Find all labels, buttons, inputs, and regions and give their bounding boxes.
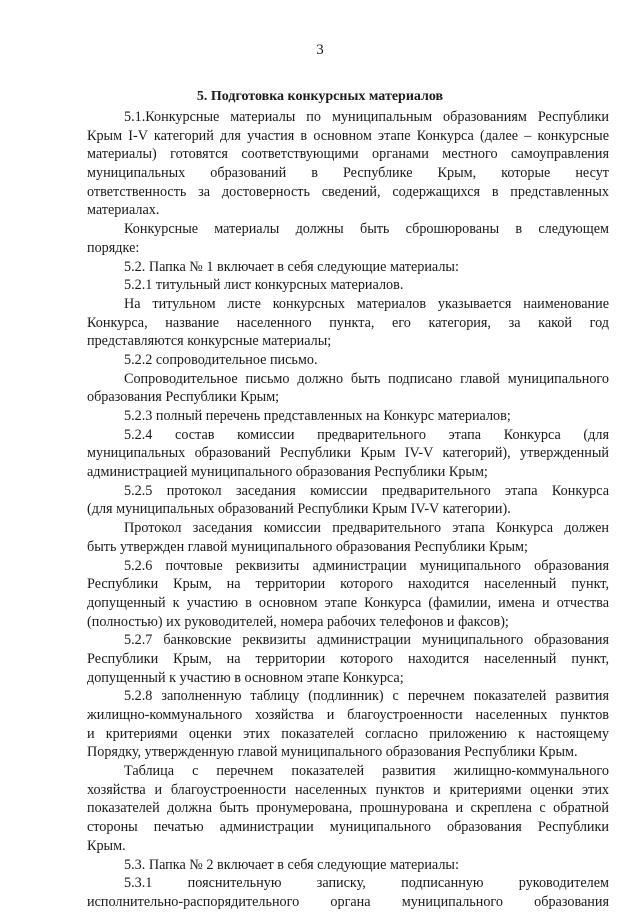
text-line: 5.2.6 почтовые реквизиты администрации муниципального образования: [124, 557, 609, 574]
text-line: быть утвержден главой муниципального образования Республики Крым;: [87, 538, 528, 555]
text-line: жилищно-коммунального хозяйства и благоустроенности населенных пунктов: [87, 707, 609, 723]
text-line: Таблица с перечнем показателей развития жилищно-коммунального: [124, 763, 609, 780]
text-line: 5.1.Конкурсные материалы по муниципальным образованиям Республики: [124, 109, 609, 125]
text-line: хозяйства и благоустроенности населенных пунктов и критериями оценки этих: [87, 781, 609, 798]
text-line: допущенный к участию в основном этапе Конкурса (фамилии, имена и отчества: [87, 594, 609, 611]
text-line: допущенный к участию в основном этапе Конкурса;: [87, 669, 404, 686]
document-body: [87, 108, 609, 912]
text-line: 5.2.5 протокол заседания комиссии предварительного этапа Конкурса: [124, 482, 609, 499]
text-line: исполнительно-распорядительного органа муниципального образования: [87, 893, 609, 910]
text-line: материалы) готовятся соответствующими органами местного самоуправления: [87, 146, 609, 163]
text-line: На титульном листе конкурсных материалов указывается наименование: [124, 295, 609, 312]
text-line: 5.2.7 банковские реквизиты администрации муниципального образования: [124, 632, 609, 649]
text-line: 5.2.4 состав комиссии предварительного этапа Конкурса (для: [124, 426, 609, 443]
text-line: 5.2.1 титульный лист конкурсных материалов.: [124, 277, 404, 294]
text-line: представляются конкурсные материалы;: [87, 333, 332, 350]
text-line: 5.3. Папка № 2 включает в себя следующие материалы:: [124, 856, 459, 873]
text-line: порядке:: [87, 239, 140, 256]
text-line: 5.2.2 сопроводительное письмо.: [124, 351, 318, 368]
text-line: 5.2. Папка № 1 включает в себя следующие материалы:: [124, 258, 459, 275]
text-line: Конкурса, название населенного пункта, его категория, за какой год: [87, 314, 609, 331]
text-line: (для муниципальных образований Республики Крым IV-V категории).: [87, 501, 511, 518]
text-line: Конкурсные материалы должны быть сброшюрованы в следующем: [124, 221, 609, 238]
text-line: Крым I-V категорий для участия в основном этапе Конкурса (далее – конкурсные: [87, 127, 609, 144]
text-line: 5.2.8 заполненную таблицу (подлинник) с перечнем показателей развития: [124, 688, 609, 705]
text-line: 5.3.1 пояснительную записку, подписанную руководителем: [124, 875, 609, 892]
text-line: и критериями оценки этих показателей согласно приложению к настоящему: [87, 725, 609, 742]
text-line: муниципальных образований Республики Крым IV-V категорий), утвержденный: [87, 445, 609, 462]
text-line: (полностью) их руководителей, номера рабочих телефонов и факсов);: [87, 613, 509, 630]
text-line: 5.2.3 полный перечень представленных на Конкурс материалов;: [124, 408, 511, 424]
text-line: муниципальных образований в Республике Крым, которые несут: [87, 165, 609, 182]
text-line: Сопроводительное письмо должно быть подписано главой муниципального: [124, 370, 609, 387]
page-number: 3: [316, 42, 324, 58]
text-line: показателей должна быть пронумерована, прошнурована и скреплена с обратной: [87, 800, 609, 817]
text-line: администрацией муниципального образования Республики Крым;: [87, 464, 488, 481]
text-line: Крым.: [87, 837, 126, 854]
text-line: материалах.: [87, 202, 160, 219]
section-heading: 5. Подготовка конкурсных материалов: [196, 89, 444, 104]
text-line: образования Республики Крым;: [87, 389, 280, 406]
text-line: ответственность за достоверность сведений, содержащихся в представленных: [87, 183, 609, 200]
text-line: Порядку, утвержденную главой муниципального образования Республики Крым.: [87, 744, 578, 761]
text-line: стороны печатью администрации муниципального образования Республики: [87, 819, 609, 836]
text-line: Республики Крым, на территории которого находится населенный пункт,: [87, 576, 609, 593]
text-line: Протокол заседания комиссии предварительного этапа Конкурса должен: [124, 520, 609, 537]
text-line: Республики Крым, на территории которого находится населенный пункт,: [87, 650, 609, 667]
